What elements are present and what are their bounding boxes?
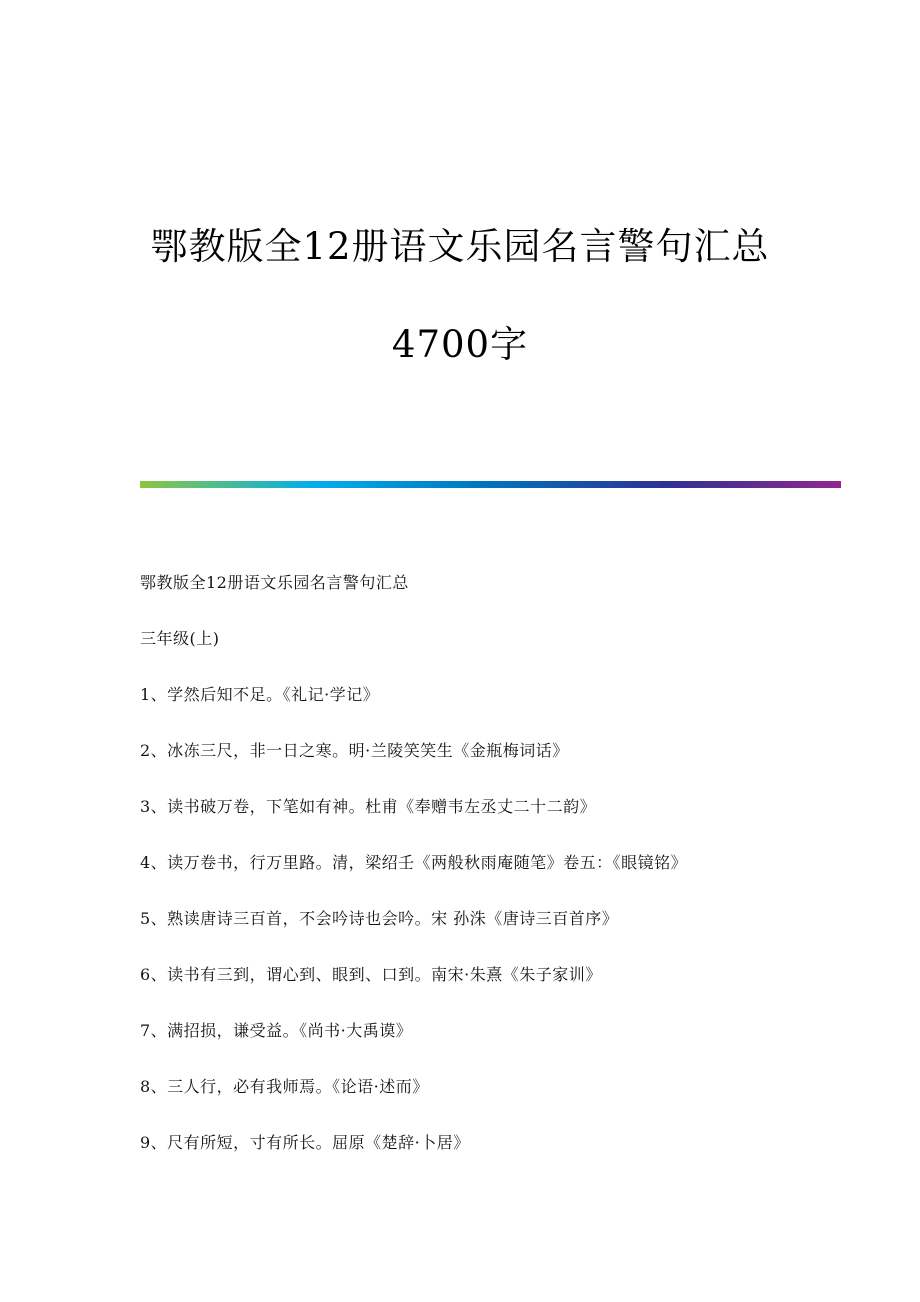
body-heading: 鄂教版全12册语文乐园名言警句汇总	[140, 573, 409, 592]
quote-line: 6、读书有三到，谓心到、眼到、口到。南宋·朱熹《朱子家训》	[140, 965, 602, 984]
quote-line: 3、读书破万卷，下笔如有神。杜甫《奉赠韦左丞丈二十二韵》	[140, 797, 597, 816]
document-title: 鄂教版全12册语文乐园名言警句汇总	[150, 225, 770, 268]
gradient-divider	[140, 481, 841, 488]
quote-line: 4、读万卷书，行万里路。清，梁绍壬《两般秋雨庵随笔》卷五：《眼镜铭》	[140, 853, 688, 872]
quote-line: 8、三人行，必有我师焉。《论语·述而》	[140, 1077, 429, 1096]
quote-line: 7、满招损，谦受益。《尚书·大禹谟》	[140, 1021, 413, 1040]
document-title-wordcount: 4700字	[391, 323, 529, 366]
quote-line: 2、冰冻三尺，非一日之寒。明·兰陵笑笑生《金瓶梅词话》	[140, 741, 569, 760]
quote-line: 1、学然后知不足。《礼记·学记》	[140, 685, 380, 704]
grade-heading: 三年级(上)	[140, 629, 220, 648]
quote-line: 9、尺有所短，寸有所长。屈原《楚辞·卜居》	[140, 1133, 470, 1152]
quote-line: 5、熟读唐诗三百首，不会吟诗也会吟。宋 孙洙《唐诗三百首序》	[140, 909, 619, 928]
